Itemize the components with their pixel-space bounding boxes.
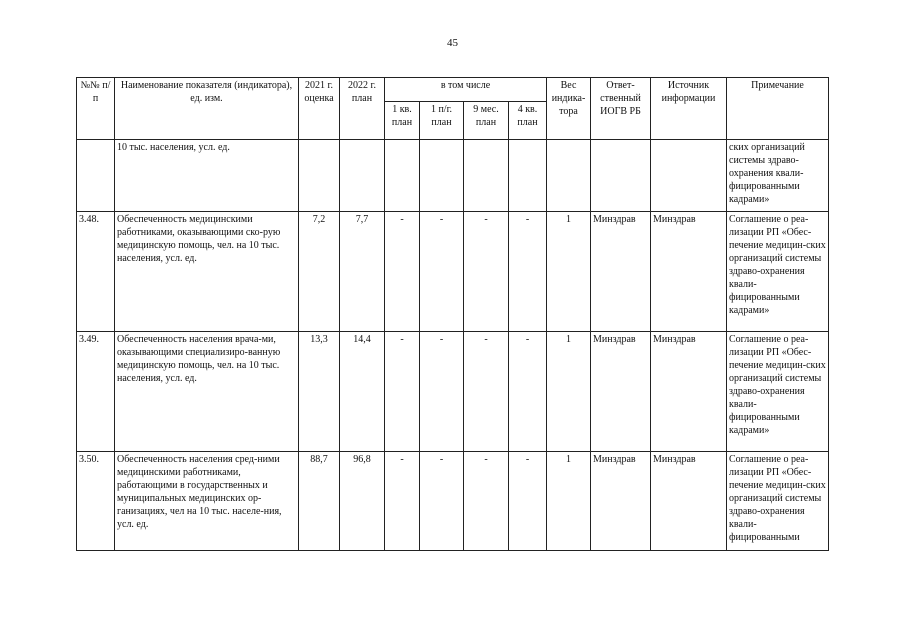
cell-q4: - [509,452,547,551]
indicators-table [76,77,829,551]
cell-2021: 7,2 [299,212,340,332]
cell-num: 3.50. [77,452,115,551]
cell-2021: 88,7 [299,452,340,551]
cell-name: 10 тыс. населения, усл. ед. [115,140,299,212]
continuation-row [77,140,829,212]
cell-9m: - [464,332,509,452]
cell-2022 [340,140,385,212]
header-source: Источник информации [651,78,727,140]
cell-2021 [299,140,340,212]
cell-responsible: Минздрав [591,332,651,452]
cell-2022: 7,7 [340,212,385,332]
header-q4: 4 кв. план [509,102,547,140]
cell-source: Минздрав [651,212,727,332]
cell-h1: - [420,212,464,332]
table-row [77,452,829,551]
cell-q4: - [509,332,547,452]
cell-weight: 1 [547,332,591,452]
cell-num [77,140,115,212]
cell-note: Соглашение о реа-лизации РП «Обес-печение медицин-ских организаций системы здраво-охранения квали-фицированными кадрами» [727,212,829,332]
cell-note: Соглашение о реа-лизации РП «Обес-печение медицин-ских организаций системы здраво-охранения квали-фицированными кадрами» [727,332,829,452]
table-row [77,332,829,452]
cell-q1: - [385,332,420,452]
cell-responsible: Минздрав [591,452,651,551]
cell-responsible [591,140,651,212]
cell-2022: 14,4 [340,332,385,452]
cell-h1 [420,140,464,212]
header-h1: 1 п/г. план [420,102,464,140]
header-q1: 1 кв. план [385,102,420,140]
header-9m: 9 мес. план [464,102,509,140]
header-row-1 [77,78,829,102]
cell-q4: - [509,212,547,332]
cell-weight: 1 [547,452,591,551]
cell-name: Обеспеченность населения сред-ними медицинскими работниками, работающими в государственных и муниципальных медицинских ор-ганизациях, чел на 10 тыс. населе-ния, усл. ед. [115,452,299,551]
cell-q1: - [385,212,420,332]
cell-h1: - [420,332,464,452]
cell-weight [547,140,591,212]
cell-name: Обеспеченность населения врача-ми, оказывающими специализиро-ванную медицинскую помощь, чел. на 10 тыс. населения, усл. ед. [115,332,299,452]
cell-source: Минздрав [651,332,727,452]
header-group: в том числе [385,78,547,102]
cell-9m [464,140,509,212]
header-name: Наименование показателя (индикатора), ед. изм. [115,78,299,140]
header-2021: 2021 г. оценка [299,78,340,140]
cell-note: ских организаций системы здраво-охранения квали-фицированными кадрами» [727,140,829,212]
header-responsible: Ответ-ственный ИОГВ РБ [591,78,651,140]
cell-num: 3.49. [77,332,115,452]
page-number: 45 [447,37,458,49]
cell-q4 [509,140,547,212]
cell-weight: 1 [547,212,591,332]
cell-source: Минздрав [651,452,727,551]
cell-9m: - [464,452,509,551]
cell-q1 [385,140,420,212]
cell-num: 3.48. [77,212,115,332]
header-weight: Вес индика-тора [547,78,591,140]
cell-source [651,140,727,212]
header-2022: 2022 г. план [340,78,385,140]
header-num: №№ п/п [77,78,115,140]
table-row [77,212,829,332]
cell-q1: - [385,452,420,551]
cell-responsible: Минздрав [591,212,651,332]
cell-name: Обеспеченность медицинскими работниками, оказывающими ско-рую медицинскую помощь, чел. на 10 тыс. населения, усл. ед. [115,212,299,332]
cell-9m: - [464,212,509,332]
header-note: Примечание [727,78,829,140]
cell-2022: 96,8 [340,452,385,551]
cell-note: Соглашение о реа-лизации РП «Обес-печение медицин-ских организаций системы здраво-охранения квали-фицированными [727,452,829,551]
cell-2021: 13,3 [299,332,340,452]
cell-h1: - [420,452,464,551]
